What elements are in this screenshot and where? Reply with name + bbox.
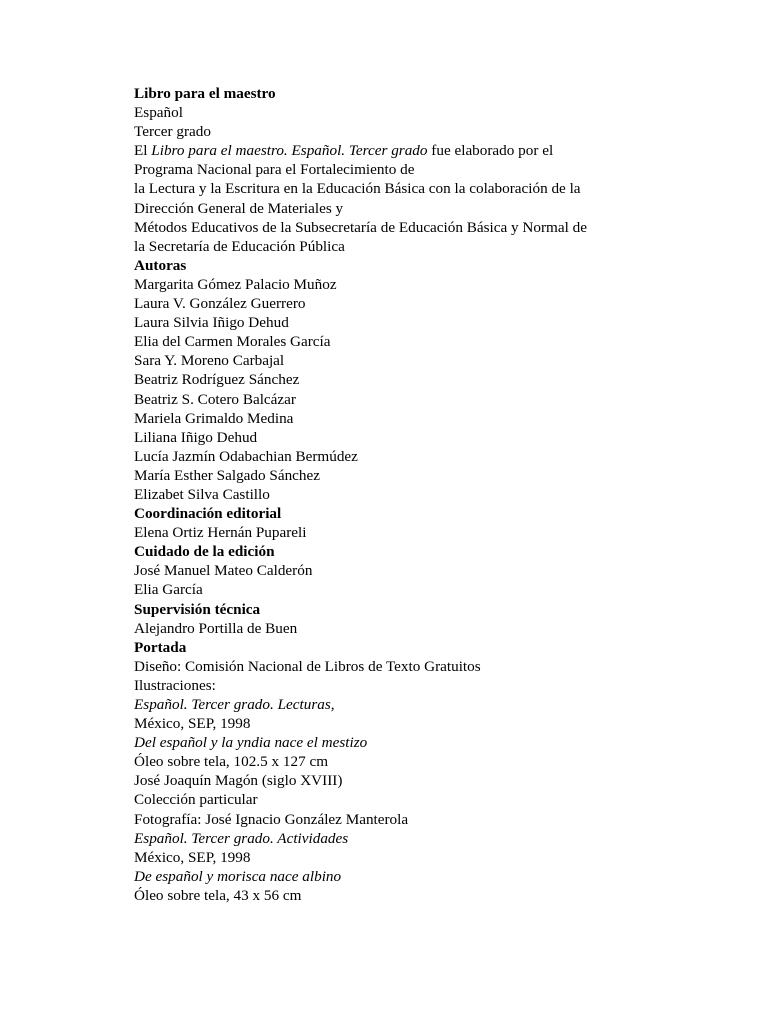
autora-name: Elia del Carmen Morales García	[134, 333, 331, 351]
section-heading-cuidado: Cuidado de la edición	[134, 543, 275, 561]
actividades-title: Español. Tercer grado. Actividades	[134, 829, 349, 847]
artwork-1-photo-credit: Fotografía: José Ignacio González Manterola	[134, 810, 409, 828]
cuidado-name: José Manuel Mateo Calderón	[134, 562, 313, 580]
artwork-1-collection: Colección particular	[134, 791, 258, 809]
artwork-1-artist: José Joaquín Magón (siglo XVIII)	[134, 772, 343, 790]
intro-book-title: Libro para el maestro. Español. Tercer grado	[151, 142, 428, 160]
portada-ilustraciones: Ilustraciones:	[134, 676, 216, 694]
autora-name: Laura V. González Guerrero	[134, 295, 306, 313]
intro-prefix: El	[134, 142, 152, 160]
artwork-1-medium: Óleo sobre tela, 102.5 x 127 cm	[134, 753, 329, 771]
intro-line-6: la Secretaría de Educación Pública	[134, 237, 345, 255]
artwork-2-medium: Óleo sobre tela, 43 x 56 cm	[134, 886, 302, 904]
section-heading-portada: Portada	[134, 638, 187, 656]
actividades-publication: México, SEP, 1998	[134, 848, 251, 866]
subject-line: Español	[134, 104, 183, 122]
intro-line-2: Programa Nacional para el Fortalecimiento de	[134, 161, 415, 179]
intro-line-1	[134, 141, 734, 160]
artwork-2-title: De español y morisca nace albino	[134, 867, 342, 885]
autora-name: Sara Y. Moreno Carbajal	[134, 352, 285, 370]
intro-line-3: la Lectura y la Escritura en la Educación Básica con la colaboración de la	[134, 180, 581, 198]
section-heading-coordinacion: Coordinación editorial	[134, 505, 282, 523]
autora-name: Lucía Jazmín Odabachian Bermúdez	[134, 447, 358, 465]
cuidado-name: Elia García	[134, 581, 203, 599]
autora-name: Elizabet Silva Castillo	[134, 485, 270, 503]
lecturas-title: Español. Tercer grado. Lecturas,	[134, 696, 335, 713]
document-page	[134, 84, 734, 905]
intro-line-4: Dirección General de Materiales y	[134, 199, 344, 217]
autora-name: Liliana Iñigo Dehud	[134, 428, 258, 446]
autora-name: Beatriz S. Cotero Balcázar	[134, 390, 296, 408]
section-heading-autoras: Autoras	[134, 256, 187, 274]
artwork-1-title: Del español y la yndia nace el mestizo	[134, 734, 368, 752]
section-heading-supervision: Supervisión técnica	[134, 600, 261, 618]
intro-line-5: Métodos Educativos de la Subsecretaría de Educación Básica y Normal de	[134, 218, 587, 236]
grade-line: Tercer grado	[134, 123, 211, 141]
autora-name: María Esther Salgado Sánchez	[134, 466, 320, 484]
intro-rest: fue elaborado por el	[427, 142, 554, 160]
autora-name: Beatriz Rodríguez Sánchez	[134, 371, 300, 389]
lecturas-publication: México, SEP, 1998	[134, 715, 251, 733]
supervision-name: Alejandro Portilla de Buen	[134, 619, 298, 637]
autora-name: Mariela Grimaldo Medina	[134, 409, 294, 427]
document-title: Libro para el maestro	[134, 85, 276, 102]
autora-name: Laura Silvia Iñigo Dehud	[134, 314, 289, 332]
coordinacion-name: Elena Ortiz Hernán Pupareli	[134, 524, 307, 542]
portada-diseno: Diseño: Comisión Nacional de Libros de Texto Gratuitos	[134, 657, 481, 675]
autora-name: Margarita Gómez Palacio Muñoz	[134, 275, 337, 293]
